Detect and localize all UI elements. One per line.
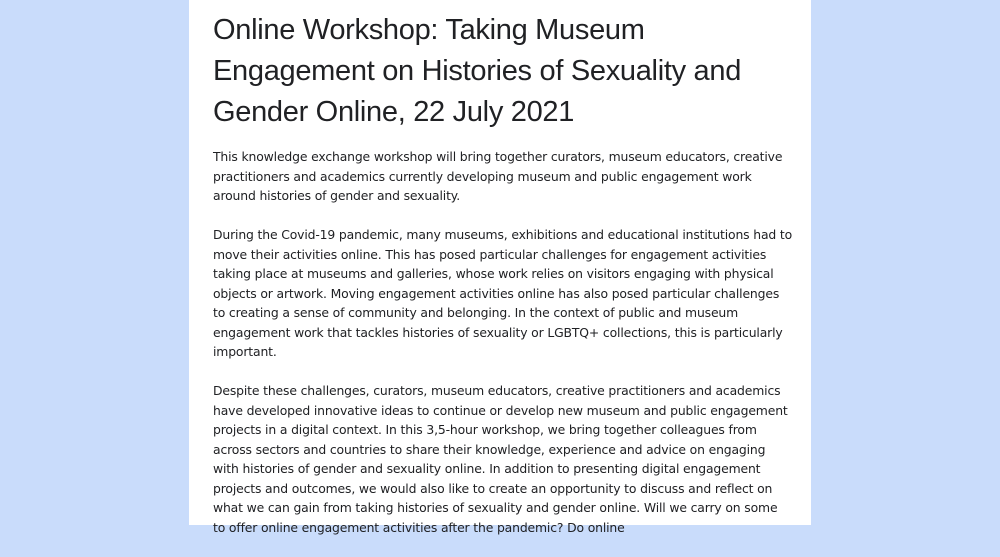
- form-description: [213, 147, 793, 557]
- description-paragraph: Despite these challenges, curators, museum educators, creative practitioners and academics have developed innovative ideas to continue or develop new museum and public engagement projects in a digital context. In this 3,5-hour workshop, we bring together colleagues from across sectors and countries to share their knowledge, experience and advice on engaging with histories of gender and sexuality online. In addition to presenting digital engagement projects and outcomes, we would also like to create an opportunity to discuss and reflect on what we can gain from taking histories of sexuality and gender online. Will we carry on some to offer online engagement activities after the pandemic? Do online: [213, 383, 788, 535]
- description-paragraph: This knowledge exchange workshop will bring together curators, museum educators, creative practitioners and academics currently developing museum and public engagement work around histories of gender and sexuality.: [213, 149, 783, 203]
- form-card: [189, 0, 811, 535]
- form-title: Online Workshop: Taking Museum Engagement on Histories of Sexuality and Gender Online, 22 July 2021: [213, 14, 742, 128]
- description-paragraph: During the Covid-19 pandemic, many museums, exhibitions and educational institutions had to move their activities online. This has posed particular challenges for engagement activities taking place at museums and galleries, whose work relies on visitors engaging with physical objects or artwork. Moving engagement activities online has also posed particular challenges to creating a sense of community and belonging. In the context of public and museum engagement work that tackles histories of sexuality or LGBTQ+ collections, this is particularly important.: [213, 227, 793, 359]
